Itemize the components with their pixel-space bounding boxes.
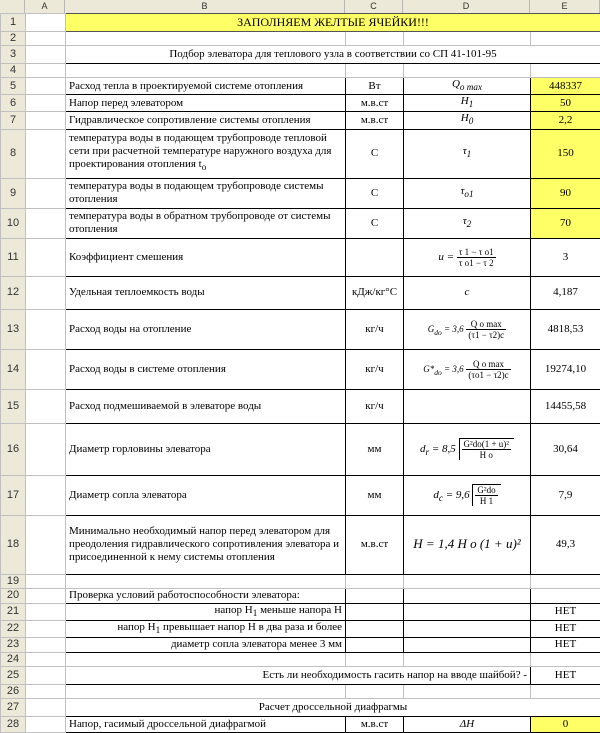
cell[interactable] bbox=[346, 603, 404, 620]
symbol-sub: 0 bbox=[469, 117, 474, 127]
cell[interactable] bbox=[26, 129, 66, 178]
cell[interactable] bbox=[26, 698, 66, 716]
cell[interactable] bbox=[404, 588, 531, 603]
calc-value[interactable]: 30,64 bbox=[531, 423, 600, 475]
throttle-symbol-text: ΔH bbox=[460, 718, 474, 730]
calc-unit[interactable]: мм bbox=[346, 475, 404, 515]
formula-dr-fraction bbox=[462, 439, 511, 460]
throttle-title[interactable]: Расчет дроссельной диафрагмы bbox=[66, 698, 600, 716]
cell[interactable] bbox=[66, 684, 346, 698]
symbol-text: τ bbox=[463, 145, 467, 157]
formula-dc-mid: = 9,6 bbox=[446, 489, 470, 501]
param-unit[interactable]: С bbox=[346, 208, 404, 238]
param-value-input[interactable]: 50 bbox=[531, 95, 600, 112]
param-label-text: температура воды в подающем трубопроводе тепловой сети при расчетной температуре наружного воздуха для проектирования отопления t bbox=[69, 132, 331, 170]
table-row bbox=[1, 276, 600, 309]
row-header[interactable]: 17 bbox=[1, 475, 26, 515]
formula-go-lhs: G bbox=[428, 324, 435, 334]
check-label-sub: 1 bbox=[253, 608, 258, 618]
calc-unit[interactable] bbox=[346, 238, 404, 276]
calc-label[interactable]: Расход воды на отопление bbox=[66, 309, 346, 349]
calc-value[interactable]: 14455,58 bbox=[531, 389, 600, 423]
table-row bbox=[1, 309, 600, 349]
column-header-c[interactable]: C bbox=[345, 0, 403, 13]
cell[interactable] bbox=[26, 238, 66, 276]
table-row bbox=[1, 238, 600, 276]
sheet-title[interactable]: Подбор элеватора для теплового узла в соответствии со СП 41-101-95 bbox=[66, 46, 600, 64]
calc-label[interactable]: Расход воды в системе отопления bbox=[66, 349, 346, 389]
cell[interactable] bbox=[346, 620, 404, 637]
param-value-input[interactable]: 90 bbox=[531, 178, 600, 208]
cell[interactable] bbox=[404, 64, 531, 78]
table-row bbox=[1, 698, 600, 716]
cell[interactable] bbox=[26, 423, 66, 475]
symbol-text: Q bbox=[452, 78, 460, 90]
select-all-corner[interactable] bbox=[0, 0, 25, 13]
washer-question[interactable]: Есть ли необходимость гасить напор на вводе шайбой? - bbox=[66, 666, 531, 684]
table-row bbox=[1, 475, 600, 515]
row-header[interactable]: 24 bbox=[1, 652, 26, 666]
formula-cell[interactable] bbox=[404, 515, 531, 574]
calc-value[interactable]: 4818,53 bbox=[531, 309, 600, 349]
cell[interactable] bbox=[404, 620, 531, 637]
cell[interactable] bbox=[404, 32, 531, 46]
cell[interactable] bbox=[26, 475, 66, 515]
column-header-a[interactable]: A bbox=[25, 0, 65, 13]
sheet-grid bbox=[0, 13, 600, 733]
param-label[interactable]: Расход тепла в проектируемой системе отопления bbox=[66, 78, 346, 95]
cell[interactable] bbox=[26, 208, 66, 238]
cell[interactable] bbox=[26, 716, 66, 732]
formula-dr-lhs: d bbox=[420, 443, 426, 455]
row-header[interactable]: 12 bbox=[1, 276, 26, 309]
row-header[interactable]: 28 bbox=[1, 716, 26, 732]
cell[interactable] bbox=[404, 574, 531, 588]
row-header[interactable]: 4 bbox=[1, 64, 26, 78]
check-label[interactable] bbox=[66, 603, 346, 620]
row-header[interactable]: 27 bbox=[1, 698, 26, 716]
formula-dr-mid: = 8,5 bbox=[432, 443, 456, 455]
column-header-e[interactable]: E bbox=[530, 0, 600, 13]
cell[interactable] bbox=[531, 32, 600, 46]
calc-label[interactable]: Минимально необходимый напор перед элеватором для преодоления гидравлического сопротивления элеватора и присоединенной к нему системы отопления bbox=[66, 515, 346, 574]
formula-cell[interactable] bbox=[404, 475, 531, 515]
formula-u-den: τ o1 − τ 2 bbox=[457, 258, 496, 268]
formula-dc-lhs: d bbox=[433, 489, 439, 501]
param-unit[interactable]: м.в.ст bbox=[346, 95, 404, 112]
formula-gpo-sub: do bbox=[434, 367, 442, 376]
cell[interactable] bbox=[26, 637, 66, 652]
cell[interactable] bbox=[404, 652, 531, 666]
formula-cell[interactable] bbox=[404, 349, 531, 389]
column-header-b[interactable]: B bbox=[65, 0, 345, 13]
formula-h: H = 1,4 H o (1 + u)² bbox=[413, 536, 520, 551]
row-header[interactable]: 3 bbox=[1, 46, 26, 64]
cell[interactable] bbox=[26, 78, 66, 95]
cell[interactable] bbox=[346, 588, 404, 603]
calc-label[interactable]: Диаметр горловины элеватора bbox=[66, 423, 346, 475]
calc-value[interactable]: 49,3 bbox=[531, 515, 600, 574]
param-unit[interactable]: Вт bbox=[346, 78, 404, 95]
formula-go-den: (τ1 − τ2)c bbox=[466, 330, 506, 340]
throttle-symbol[interactable] bbox=[404, 716, 531, 732]
cell[interactable] bbox=[26, 46, 66, 64]
check-title[interactable]: Проверка условий работоспособности элеватора: bbox=[66, 588, 346, 603]
cell[interactable] bbox=[346, 64, 404, 78]
table-row bbox=[1, 684, 600, 698]
param-symbol[interactable] bbox=[404, 178, 531, 208]
param-label-sub: o bbox=[202, 163, 207, 173]
symbol-text: τ bbox=[460, 185, 464, 197]
cell[interactable] bbox=[26, 684, 66, 698]
param-value-input[interactable]: 448337 bbox=[531, 78, 600, 95]
throttle-label[interactable]: Напор, гасимый дроссельной диафрагмой bbox=[66, 716, 346, 732]
param-label[interactable]: температура воды в обратном трубопроводе от системы отопления bbox=[66, 208, 346, 238]
param-symbol[interactable] bbox=[404, 78, 531, 95]
cell[interactable] bbox=[66, 32, 346, 46]
symbol-text: τ bbox=[463, 215, 467, 227]
row-header[interactable]: 9 bbox=[1, 178, 26, 208]
formula-dc-sub: c bbox=[439, 493, 443, 503]
table-row bbox=[1, 603, 600, 620]
calc-value[interactable]: 7,9 bbox=[531, 475, 600, 515]
row-header[interactable]: 13 bbox=[1, 309, 26, 349]
row-header[interactable]: 14 bbox=[1, 349, 26, 389]
row-header[interactable]: 20 bbox=[1, 588, 26, 603]
symbol-sub: 2 bbox=[467, 219, 472, 229]
param-symbol[interactable] bbox=[404, 208, 531, 238]
table-row bbox=[1, 652, 600, 666]
table-row bbox=[1, 64, 600, 78]
cell[interactable] bbox=[26, 309, 66, 349]
cell[interactable] bbox=[26, 112, 66, 129]
check-label-rest: превышает напор H в два раза и более bbox=[160, 621, 342, 633]
formula-gpo-lhs: G* bbox=[423, 364, 434, 374]
row-header[interactable]: 6 bbox=[1, 95, 26, 112]
calc-value[interactable]: 4,187 bbox=[531, 276, 600, 309]
column-header-d[interactable]: D bbox=[403, 0, 530, 13]
formula-gpo-den: (τo1 − τ2)c bbox=[466, 370, 510, 380]
table-row bbox=[1, 716, 600, 732]
cell[interactable] bbox=[346, 637, 404, 652]
cell[interactable] bbox=[404, 637, 531, 652]
param-unit[interactable]: м.в.ст bbox=[346, 112, 404, 129]
cell[interactable] bbox=[26, 620, 66, 637]
cell[interactable] bbox=[26, 666, 66, 684]
calc-unit[interactable]: м.в.ст bbox=[346, 515, 404, 574]
cell[interactable] bbox=[531, 652, 600, 666]
cell[interactable] bbox=[346, 574, 404, 588]
check-label-rest: меньше напора H bbox=[257, 604, 342, 616]
param-value-input[interactable]: 2,2 bbox=[531, 112, 600, 129]
cell[interactable] bbox=[404, 603, 531, 620]
formula-cell[interactable] bbox=[404, 276, 531, 309]
table-row bbox=[1, 423, 600, 475]
calc-label[interactable]: Расход подмешиваемой в элеваторе воды bbox=[66, 389, 346, 423]
table-row bbox=[1, 14, 600, 32]
table-row bbox=[1, 78, 600, 95]
cell[interactable] bbox=[26, 349, 66, 389]
formula-c: c bbox=[465, 286, 470, 298]
calc-unit[interactable]: мм bbox=[346, 423, 404, 475]
table-row bbox=[1, 95, 600, 112]
cell[interactable] bbox=[26, 603, 66, 620]
row-header[interactable]: 21 bbox=[1, 603, 26, 620]
check-label[interactable]: диаметр сопла элеватора менее 3 мм bbox=[66, 637, 346, 652]
param-value-input[interactable]: 150 bbox=[531, 129, 600, 178]
calc-unit[interactable]: кДж/кг°С bbox=[346, 276, 404, 309]
row-header[interactable]: 23 bbox=[1, 637, 26, 652]
washer-result[interactable]: НЕТ bbox=[531, 666, 600, 684]
row-header[interactable]: 5 bbox=[1, 78, 26, 95]
calc-label[interactable]: Удельная теплоемкость воды bbox=[66, 276, 346, 309]
table-row bbox=[1, 666, 600, 684]
param-unit[interactable]: С bbox=[346, 129, 404, 178]
param-symbol[interactable] bbox=[404, 95, 531, 112]
formula-gpo-fraction bbox=[466, 359, 510, 380]
cell[interactable] bbox=[531, 64, 600, 78]
row-header[interactable]: 22 bbox=[1, 620, 26, 637]
cell[interactable] bbox=[26, 95, 66, 112]
formula-dc-den: H 1 bbox=[475, 496, 497, 506]
table-row bbox=[1, 32, 600, 46]
param-symbol[interactable] bbox=[404, 112, 531, 129]
table-row bbox=[1, 389, 600, 423]
cell[interactable] bbox=[26, 652, 66, 666]
calc-label[interactable]: Коэффициент смешения bbox=[66, 238, 346, 276]
row-header[interactable]: 10 bbox=[1, 208, 26, 238]
check-label[interactable] bbox=[66, 620, 346, 637]
formula-go-sub: do bbox=[434, 327, 442, 336]
cell[interactable] bbox=[66, 574, 346, 588]
check-label-text: напор H bbox=[117, 621, 155, 633]
cell[interactable] bbox=[531, 684, 600, 698]
formula-go-mid: = 3,6 bbox=[444, 324, 464, 334]
cell[interactable] bbox=[26, 64, 66, 78]
row-header[interactable]: 25 bbox=[1, 666, 26, 684]
throttle-unit[interactable]: м.в.ст bbox=[346, 716, 404, 732]
row-header[interactable]: 19 bbox=[1, 574, 26, 588]
table-row bbox=[1, 637, 600, 652]
check-label-sub: 1 bbox=[156, 625, 161, 635]
cell[interactable] bbox=[26, 389, 66, 423]
table-row bbox=[1, 178, 600, 208]
formula-cell[interactable] bbox=[404, 238, 531, 276]
cell[interactable] bbox=[66, 64, 346, 78]
check-result[interactable]: НЕТ bbox=[531, 603, 600, 620]
table-row bbox=[1, 46, 600, 64]
check-result[interactable]: НЕТ bbox=[531, 620, 600, 637]
formula-dr-num: G²do(1 + u)² bbox=[462, 439, 511, 450]
param-label[interactable]: Гидравлическое сопротивление системы отопления bbox=[66, 112, 346, 129]
cell[interactable] bbox=[346, 652, 404, 666]
formula-gpo-num: Q o max bbox=[466, 359, 510, 370]
check-label-text: напор H bbox=[215, 604, 253, 616]
table-row bbox=[1, 208, 600, 238]
param-unit[interactable]: С bbox=[346, 178, 404, 208]
throttle-value[interactable]: 0 bbox=[531, 716, 600, 732]
param-label[interactable] bbox=[66, 129, 346, 178]
cell-a1[interactable] bbox=[26, 14, 66, 32]
formula-go-fraction bbox=[466, 319, 506, 340]
row-header[interactable]: 2 bbox=[1, 32, 26, 46]
cell[interactable] bbox=[531, 574, 600, 588]
cell[interactable] bbox=[346, 684, 404, 698]
calc-unit[interactable]: кг/ч bbox=[346, 309, 404, 349]
cell[interactable] bbox=[26, 588, 66, 603]
table-row bbox=[1, 588, 600, 603]
cell[interactable] bbox=[404, 684, 531, 698]
column-header-bar bbox=[0, 0, 600, 14]
row-header[interactable]: 11 bbox=[1, 238, 26, 276]
symbol-text: H bbox=[461, 112, 469, 124]
row-header[interactable]: 18 bbox=[1, 515, 26, 574]
formula-u-num: τ 1 − τ o1 bbox=[457, 247, 496, 258]
formula-go-num: Q o max bbox=[466, 319, 506, 330]
param-value-input[interactable]: 70 bbox=[531, 208, 600, 238]
row-header[interactable]: 1 bbox=[1, 14, 26, 32]
table-row bbox=[1, 129, 600, 178]
cell[interactable] bbox=[26, 178, 66, 208]
row-header[interactable]: 26 bbox=[1, 684, 26, 698]
cell[interactable] bbox=[26, 276, 66, 309]
calc-unit[interactable]: кг/ч bbox=[346, 389, 404, 423]
cell[interactable] bbox=[531, 588, 600, 603]
cell[interactable] bbox=[26, 574, 66, 588]
table-row bbox=[1, 574, 600, 588]
row-header[interactable]: 15 bbox=[1, 389, 26, 423]
formula-dr-den: H o bbox=[462, 450, 511, 460]
formula-cell[interactable] bbox=[404, 423, 531, 475]
formula-cell[interactable] bbox=[404, 309, 531, 349]
row-header[interactable]: 16 bbox=[1, 423, 26, 475]
symbol-sub: 1 bbox=[467, 150, 472, 160]
param-symbol[interactable] bbox=[404, 129, 531, 178]
formula-gpo-mid: = 3,6 bbox=[444, 364, 464, 374]
calc-value[interactable]: 3 bbox=[531, 238, 600, 276]
cell[interactable] bbox=[66, 652, 346, 666]
calc-label[interactable]: Диаметр сопла элеватора bbox=[66, 475, 346, 515]
cell[interactable] bbox=[346, 32, 404, 46]
symbol-sub: o1 bbox=[464, 189, 473, 199]
formula-dr-radical bbox=[459, 438, 514, 460]
formula-dc-radical bbox=[472, 484, 500, 506]
calc-unit[interactable]: кг/ч bbox=[346, 349, 404, 389]
symbol-sub: 1 bbox=[469, 99, 474, 109]
formula-u-lhs: u = bbox=[438, 251, 454, 263]
table-row bbox=[1, 349, 600, 389]
table-row bbox=[1, 620, 600, 637]
formula-dc-num: G²do bbox=[475, 485, 497, 496]
param-label[interactable]: температура воды в подающем трубопроводе системы отопления bbox=[66, 178, 346, 208]
formula-u-fraction bbox=[457, 247, 496, 268]
calc-value[interactable]: 19274,10 bbox=[531, 349, 600, 389]
formula-dr-sub: r bbox=[426, 447, 430, 457]
cell[interactable] bbox=[26, 515, 66, 574]
cell[interactable] bbox=[26, 32, 66, 46]
symbol-text: H bbox=[461, 95, 469, 107]
row-header[interactable]: 8 bbox=[1, 129, 26, 178]
formula-dc-fraction bbox=[475, 485, 497, 506]
header-banner[interactable]: ЗАПОЛНЯЕМ ЖЕЛТЫЕ ЯЧЕЙКИ!!! bbox=[66, 14, 600, 32]
check-result[interactable]: НЕТ bbox=[531, 637, 600, 652]
table-row bbox=[1, 112, 600, 129]
row-header[interactable]: 7 bbox=[1, 112, 26, 129]
symbol-sub: o max bbox=[460, 82, 482, 92]
formula-cell[interactable] bbox=[404, 389, 531, 423]
param-label[interactable]: Напор перед элеватором bbox=[66, 95, 346, 112]
table-row bbox=[1, 515, 600, 574]
